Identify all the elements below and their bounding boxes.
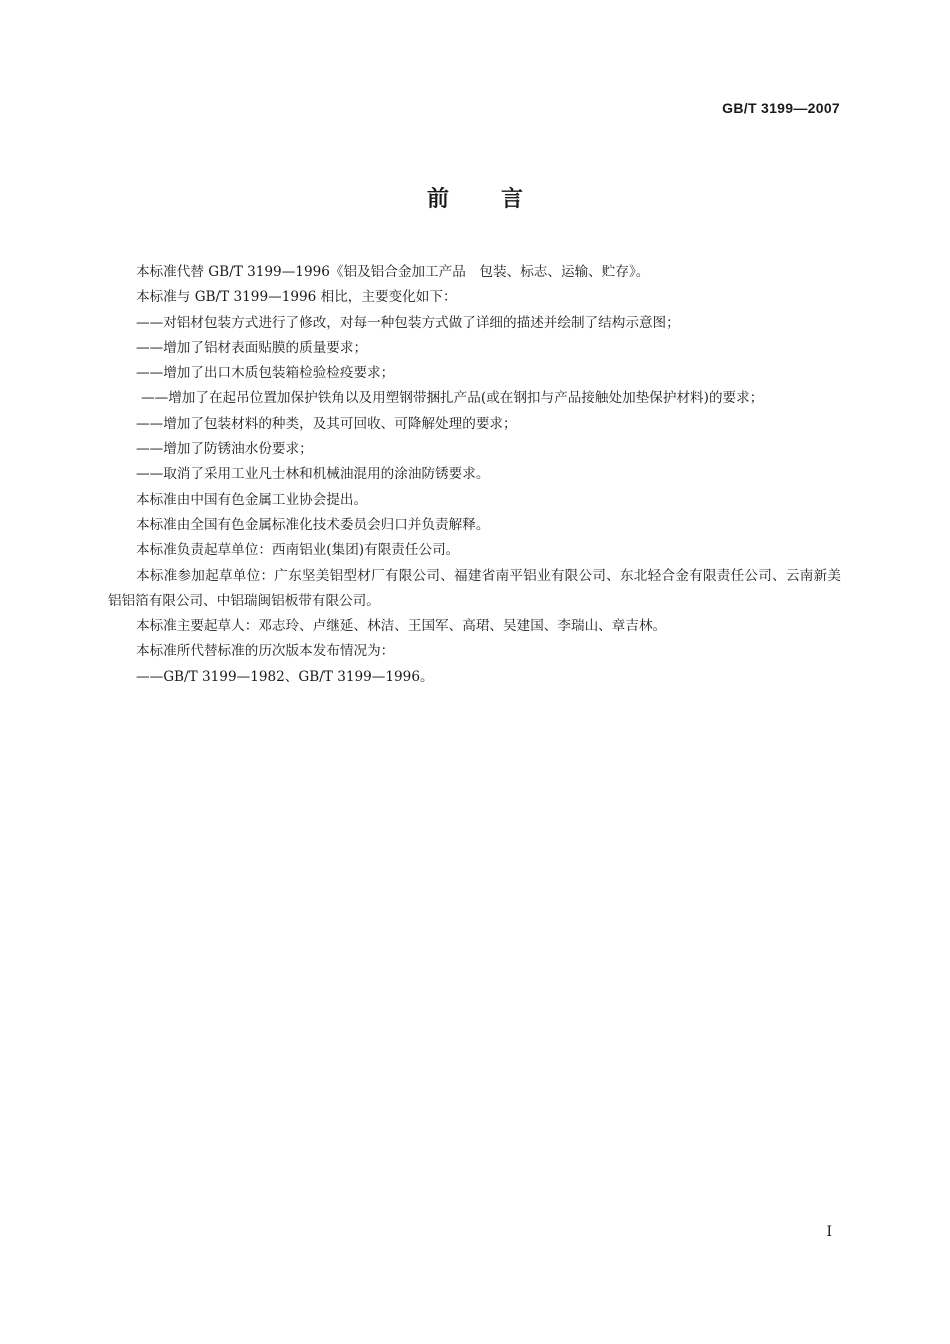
paragraph-proposer: 本标准由中国有色金属工业协会提出。 xyxy=(136,491,368,508)
list-item: ——GB/T 3199—1982、GB/T 3199—1996。 xyxy=(136,668,434,685)
page-number: I xyxy=(826,1224,832,1240)
paragraph-history-intro: 本标准所代替标准的历次版本发布情况为： xyxy=(136,643,395,660)
standard-code: GB/T 3199—2007 xyxy=(722,100,840,116)
page-title: 前言 xyxy=(426,187,575,212)
paragraph-committee: 本标准由全国有色金属标准化技术委员会归口并负责解释。 xyxy=(136,516,490,533)
list-item: ——增加了包装材料的种类，及其可回收、可降解处理的要求； xyxy=(136,415,517,432)
list-item: ——增加了在起吊位置加保护铁角以及用塑钢带捆扎产品(或在钢扣与产品接触处加垫保护材料)的要求； xyxy=(141,390,764,407)
paragraph-participants: 本标准参加起草单位：广东坚美铝型材厂有限公司、福建省南平铝业有限公司、东北轻合金有限责任公司、云南新美铝铝箔有限公司、中铝瑞闽铝板带有限公司。 xyxy=(108,567,841,609)
list-item: ——增加了铝材表面贴膜的质量要求； xyxy=(136,339,368,356)
list-item: ——对铝材包装方式进行了修改，对每一种包装方式做了详细的描述并绘制了结构示意图； xyxy=(136,314,680,331)
paragraph-replaces: 本标准代替 GB/T 3199—1996《铝及铝合金加工产品 包装、标志、运输、贮存》。 xyxy=(136,264,650,280)
paragraph-changes-intro: 本标准与 GB/T 3199—1996 相比，主要变化如下： xyxy=(136,289,457,306)
foreword-body xyxy=(108,260,841,690)
list-item: ——取消了采用工业凡士林和机械油混用的涂油防锈要求。 xyxy=(136,466,490,483)
paragraph-drafters: 本标准主要起草人：邓志玲、卢继延、林洁、王国军、高珺、吴建国、李瑞山、章吉林。 xyxy=(136,618,667,635)
list-item: ——增加了防锈油水份要求； xyxy=(136,441,313,458)
paragraph-lead-drafter: 本标准负责起草单位：西南铝业(集团)有限责任公司。 xyxy=(136,542,460,559)
list-item: ——增加了出口木质包装箱检验检疫要求； xyxy=(136,365,395,382)
